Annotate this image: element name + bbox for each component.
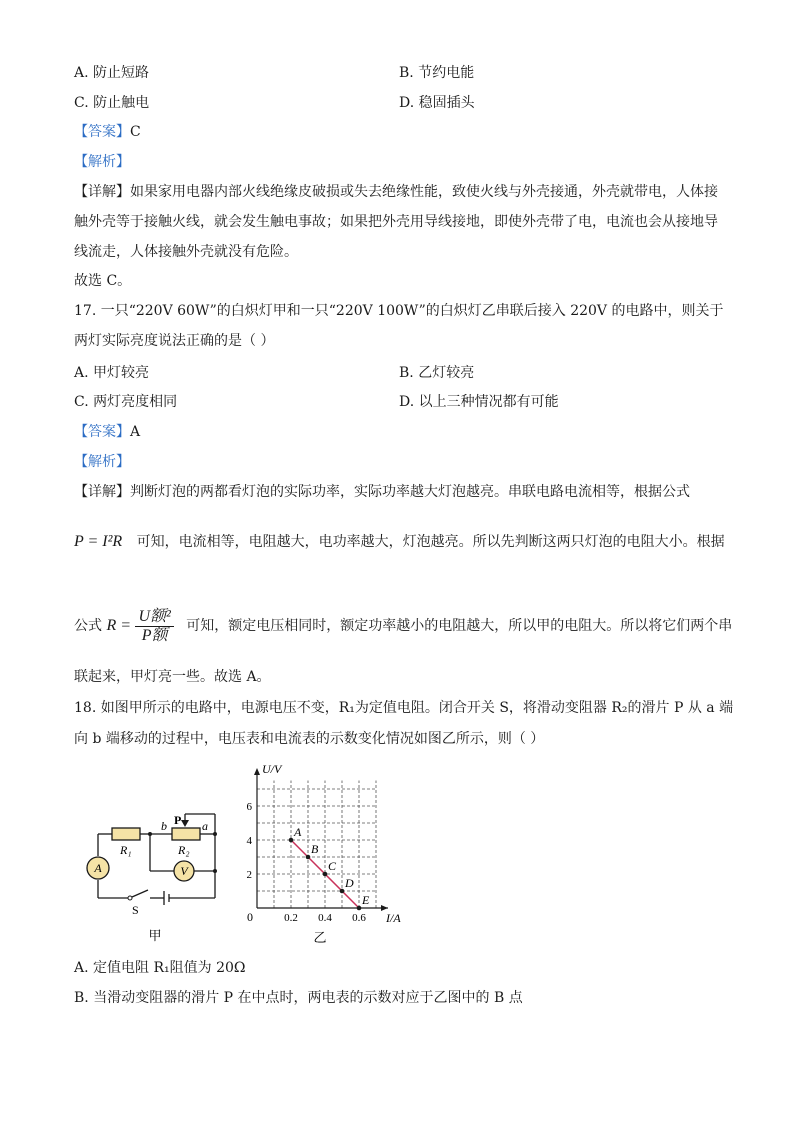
formula-prefix: 公式 <box>74 618 102 634</box>
slider-p-label: P <box>174 813 182 827</box>
detail-text: 可知，电流相等，电阻越大，电功率越大，灯泡越亮。所以先判断这两只灯泡的电阻大小。根据 <box>136 534 725 550</box>
y-axis-label: U/V <box>262 762 282 776</box>
q17-detail-line1 <box>74 482 690 502</box>
y-tick-label: 4 <box>246 835 252 847</box>
q17-detail-line3 <box>74 606 732 646</box>
junction-dot <box>213 832 217 836</box>
origin-label: 0 <box>247 910 253 924</box>
fraction-denominator: P额 <box>141 626 168 644</box>
q17-stem-line2: 两灯实际亮度说法正确的是（ ） <box>74 333 275 349</box>
q17-option-d: D. 以上三种情况都有可能 <box>399 394 559 410</box>
q17-stem-line1: 17. 一只“220V 60W”的白炽灯甲和一只“220V 100W”的白炽灯乙串联后接入 220V 的电路中，则关于 <box>74 303 724 319</box>
y-tick-label: 2 <box>246 869 252 881</box>
q18-option-b: B. 当滑动变阻器的滑片 P 在中点时，两电表的示数对应于乙图中的 B 点 <box>74 990 523 1006</box>
slider-arrow-icon <box>181 820 189 827</box>
q16-analysis-tag: 【解析】 <box>74 154 130 170</box>
data-point <box>340 889 345 894</box>
detail-text: 如果家用电器内部火线绝缘皮破损或失去绝缘性能，致使火线与外壳接通，外壳就带电，人体接 <box>130 184 718 200</box>
formula-resistance-lhs: R = <box>106 617 132 634</box>
ammeter-label: A <box>94 861 102 875</box>
answer-value: C <box>130 124 141 140</box>
q18-stem-line2: 向 b 端移动的过程中，电压表和电流表的示数变化情况如图乙所示，则（ ） <box>74 731 545 747</box>
formula-power: P = I²R <box>74 533 123 550</box>
x-tick-label: 0.4 <box>318 912 332 924</box>
x-tick-label: 0.2 <box>284 912 298 924</box>
detail-tag: 【详解】 <box>74 184 130 200</box>
q16-detail-line2: 触外壳等于接触火线，就会发生触电事故；如果把外壳用导线接地，即使外壳带了电，电流也会从接地导 <box>74 214 718 230</box>
switch-label: S <box>132 903 139 917</box>
r1-label: R₁ <box>120 843 132 857</box>
q17-detail-line2 <box>74 532 725 552</box>
terminal-b-label: b <box>161 819 167 833</box>
q16-option-d: D. 稳固插头 <box>399 95 475 111</box>
q16-option-c: C. 防止触电 <box>74 95 150 111</box>
circuit-diagram <box>70 790 230 950</box>
data-point-label: C <box>328 859 337 873</box>
chart-caption: 乙 <box>313 930 327 945</box>
detail-text: 判断灯泡的两都看灯泡的实际功率，实际功率越大灯泡越亮。串联电路电流相等，根据公式 <box>130 484 690 500</box>
data-point <box>357 906 362 911</box>
data-point-label: D <box>345 876 354 890</box>
y-tick-label: 6 <box>246 801 252 813</box>
q16-answer <box>74 122 141 142</box>
fraction-numerator: U额² <box>135 608 173 627</box>
data-point <box>323 872 328 877</box>
data-point <box>306 855 311 860</box>
q18-option-a: A. 定值电阻 R₁阻值为 20Ω <box>74 960 246 976</box>
detail-tag: 【详解】 <box>74 484 130 500</box>
q17-analysis-tag: 【解析】 <box>74 454 130 470</box>
q17-option-a: A. 甲灯较亮 <box>74 365 150 381</box>
y-axis-arrow-icon <box>254 768 260 775</box>
q17-option-b: B. 乙灯较亮 <box>399 365 475 381</box>
data-point-label: E <box>362 893 370 907</box>
answer-tag: 【答案】 <box>74 424 130 440</box>
terminal-a-label: a <box>202 819 208 833</box>
switch-contact-icon <box>128 896 132 900</box>
q18-stem-line1: 18. 如图甲所示的电路中，电源电压不变，R₁为定值电阻。闭合开关 S，将滑动变阻器 R₂的滑片 P 从 a 端 <box>74 700 734 716</box>
q16-detail-line3: 线流走，人体接触外壳就没有危险。 <box>74 244 298 260</box>
u-i-chart <box>240 760 420 950</box>
detail-text: 可知，额定电压相同时，额定功率越小的电阻越大，所以甲的电阻大。所以将它们两个串 <box>186 618 733 634</box>
data-point-label: A <box>294 825 302 839</box>
circuit-caption: 甲 <box>148 928 162 943</box>
voltmeter-label: V <box>180 864 188 878</box>
q16-option-b: B. 节约电能 <box>399 65 475 81</box>
q16-conclusion: 故选 C。 <box>74 273 132 289</box>
junction-dot <box>213 869 217 873</box>
q16-option-a: A. 防止短路 <box>74 65 150 81</box>
r2-label: R₂ <box>178 843 190 857</box>
q17-option-c: C. 两灯亮度相同 <box>74 394 178 410</box>
x-tick-label: 0.6 <box>352 912 366 924</box>
data-point-label: B <box>311 842 319 856</box>
formula-fraction <box>135 608 173 645</box>
junction-dot <box>148 832 152 836</box>
data-point <box>289 838 294 843</box>
x-axis-label: I/A <box>386 911 401 925</box>
q16-detail-line1 <box>74 182 718 202</box>
q17-answer <box>74 422 140 442</box>
answer-tag: 【答案】 <box>74 124 130 140</box>
q17-detail-line4: 联起来，甲灯亮一些。故选 A。 <box>74 669 271 685</box>
answer-value: A <box>130 424 141 440</box>
